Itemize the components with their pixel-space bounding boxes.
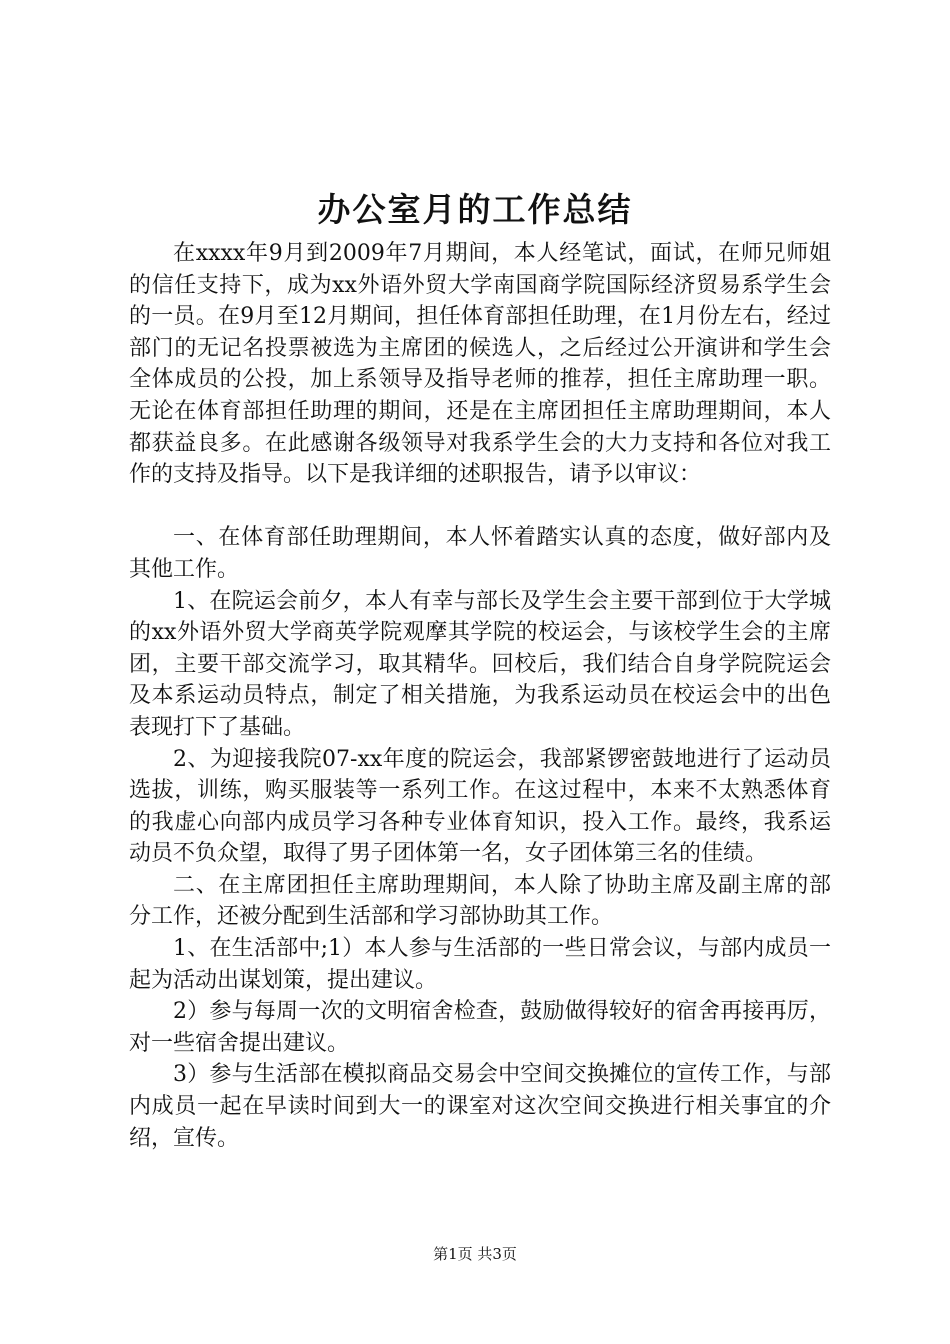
paragraph-item-1: 1、在院运会前夕，本人有幸与部长及学生会主要干部到位于大学城的xx外语外贸大学商英学院观摩其学院的校运会，与该校学生会的主席团，主要干部交流学习，取其精华。回校后，我们结合自身学院院运会及本系运动员特点，制定了相关措施，为我系运动员在校运会中的出色表现打下了基础。 xyxy=(129,588,831,740)
document-title: 办公室月的工作总结 xyxy=(317,190,633,229)
paragraph-section-two: 二、在主席团担任主席助理期间，本人除了协助主席及副主席的部分工作，还被分配到生活部和学习部协助其工作。 xyxy=(129,872,831,930)
paragraph-life-dept-1: 1、在生活部中;1）本人参与生活部的一些日常会议，与部内成员一起为活动出谋划策，提出建议。 xyxy=(129,936,831,993)
paragraph-life-dept-3: 3）参与生活部在模拟商品交易会中空间交换摊位的宣传工作，与部内成员一起在早读时间到大一的课室对这次空间交换进行相关事宜的介绍，宣传。 xyxy=(129,1062,831,1151)
paragraph-section-one: 一、在体育部任助理期间，本人怀着踏实认真的态度，做好部内及其他工作。 xyxy=(129,525,831,582)
paragraph-intro: 在xxxx年9月到2009年7月期间，本人经笔试，面试，在师兄师姐的信任支持下，成为xx外语外贸大学南国商学院国际经济贸易系学生会的一员。在9月至12月期间，担任体育部担任助理，在1月份左右，经过部门的无记名投票被选为主席团的候选人，之后经过公开演讲和学生会全体成员的公投，加上系领导及指导老师的推荐，担任主席助理一职。无论在体育部担任助理的期间，还是在主席团担任主席助理期间，本人都获益良多。在此感谢各级领导对我系学生会的大力支持和各位对我工作的支持及指导。以下是我详细的述职报告，请予以审议： xyxy=(129,241,831,488)
paragraph-item-2: 2、为迎接我院07-xx年度的院运会，我部紧锣密鼓地进行了运动员选拔，训练，购买服装等一系列工作。在这过程中，本来不太熟悉体育的我虚心向部内成员学习各种专业体育知识，投入工作。最终，我系运动员不负众望，取得了男子团体第一名，女子团体第三名的佳绩。 xyxy=(129,746,831,867)
page-number: 第1页 共3页 xyxy=(433,1245,517,1263)
paragraph-life-dept-2: 2）参与每周一次的文明宿舍检查，鼓励做得较好的宿舍再接再厉，对一些宿舍提出建议。 xyxy=(129,999,831,1056)
document-body xyxy=(129,238,831,1154)
